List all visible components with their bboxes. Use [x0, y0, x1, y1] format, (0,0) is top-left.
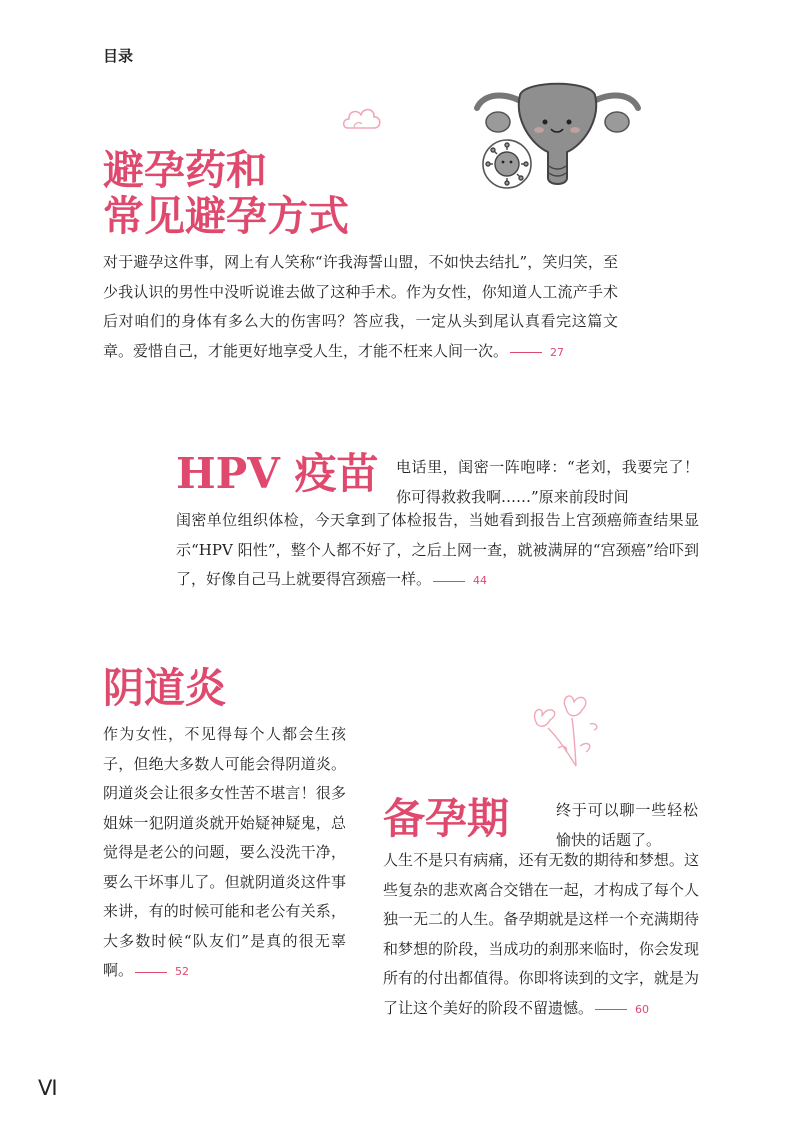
- flower-sketch-icon: [528, 688, 608, 770]
- uterus-mascot-icon: [465, 80, 650, 195]
- page-header: 目录: [103, 47, 134, 65]
- title-line-2: 常见避孕方式: [103, 191, 349, 240]
- section-body-top: 电话里，闺密一阵咆哮：“老刘，我要完了！你可得救救我啊……”原来前段时间: [396, 458, 699, 506]
- cloud-doodle-icon: [340, 102, 384, 136]
- section-body-top: 终于可以聊一些轻松愉快的话题了。: [556, 801, 698, 849]
- section-text-vaginitis: [103, 720, 346, 987]
- section-body: 闺密单位组织体检，今天拿到了体检报告，当她看到报告上宫颈癌筛查结果显示“HPV 阳性”，整个人都不好了，之后上网一查，就被满屏的“宫颈癌”给吓到了，好像自己马上就要得宫颈癌一样。: [176, 511, 699, 588]
- section-title-pregnancy-prep: 备孕期: [383, 794, 510, 843]
- page-ref-hpv[interactable]: 44: [433, 574, 487, 587]
- page-ref-vaginitis[interactable]: 52: [135, 965, 189, 978]
- section-text-hpv: [176, 506, 699, 596]
- section-body: 对于避孕这件事，网上有人笑称“许我海誓山盟，不如快去结扎”，笑归笑，至少我认识的男性中没听说谁去做了这种手术。作为女性，你知道人工流产手术后对咱们的身体有多么大的伤害吗？答应我，一定从头到尾认真看完这篇文章。爱惜自己，才能更好地享受人生，才能不枉来人间一次。: [103, 253, 618, 360]
- page-ref-pregnancy-prep[interactable]: 60: [595, 1003, 649, 1016]
- section-body: 人生不是只有病痛，还有无数的期待和梦想。这些复杂的悲欢离合交错在一起，才构成了每个人独一无二的人生。备孕期就是这样一个充满期待和梦想的阶段，当成功的刹那来临时，你会发现所有的付出都值得。你即将读到的文字，就是为了让这个美好的阶段不留遗憾。: [383, 851, 699, 1017]
- title-line-1: 避孕药和: [103, 146, 267, 194]
- section-title-hpv: HPV 疫苗: [176, 449, 379, 498]
- page-folio: VI: [38, 1076, 57, 1100]
- section-text-pregnancy-prep: [383, 846, 699, 1024]
- section-title-vaginitis: 阴道炎: [103, 664, 226, 712]
- section-text-hpv-top: [396, 453, 699, 512]
- section-body: 作为女性，不见得每个人都会生孩子，但绝大多数人可能会得阴道炎。阴道炎会让很多女性苦不堪言！很多姐妹一犯阴道炎就开始疑神疑鬼，总觉得是老公的问题，要么没洗干净，要么干坏事儿了。但就阴道炎这件事来讲，有的时候可能和老公有关系，大多数时候“队友们”是真的很无辜啊。: [103, 725, 346, 979]
- page-ref-contraception[interactable]: 27: [510, 346, 564, 359]
- section-text-contraception: [103, 248, 618, 367]
- section-title-contraception: [103, 148, 349, 240]
